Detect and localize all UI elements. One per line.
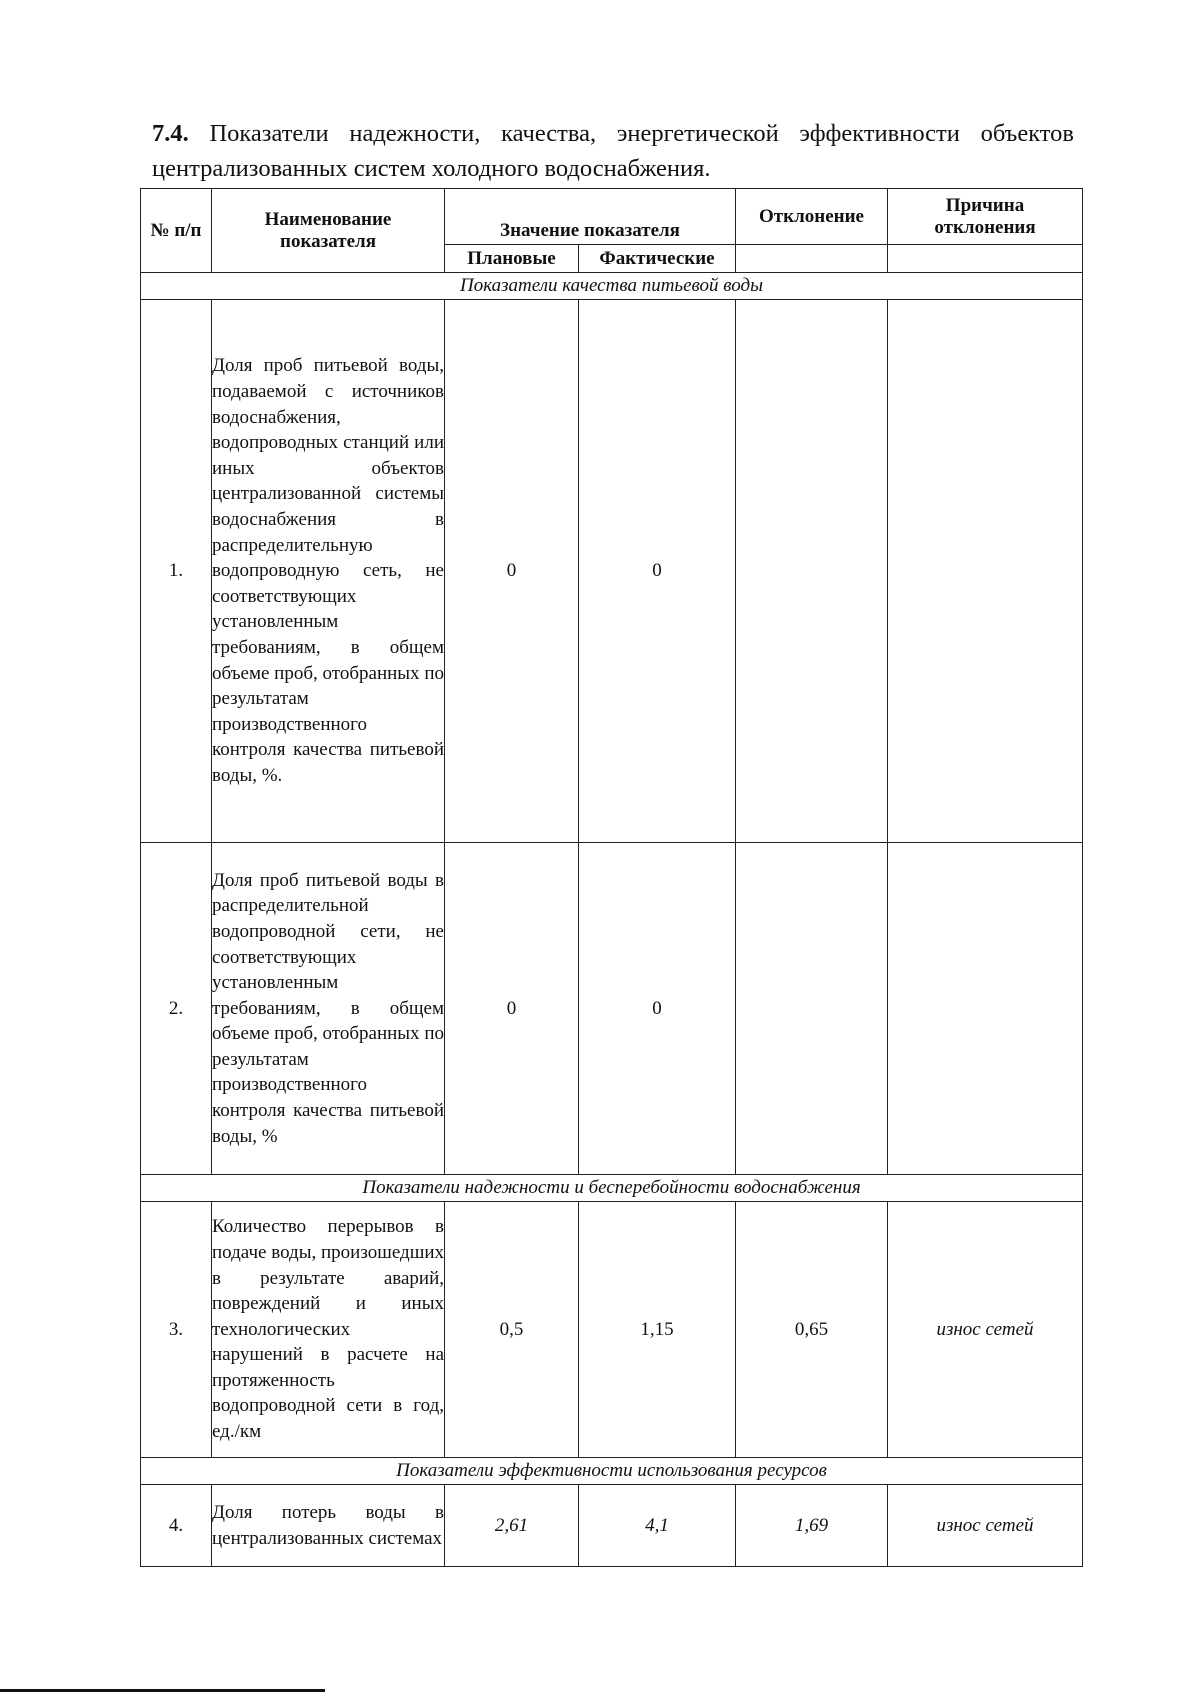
row-deviation-value [736, 843, 888, 1175]
row-deviation-value [736, 300, 888, 843]
row-deviation-reason [888, 300, 1083, 843]
section-row-efficiency: Показатели эффективности использования ресурсов [141, 1458, 1083, 1485]
empty-cell [736, 245, 888, 273]
row-deviation-value: 0,65 [736, 1202, 888, 1458]
row-num: 3. [141, 1202, 212, 1458]
row-planned-value: 0 [445, 300, 579, 843]
col-header-num: № п/п [141, 189, 212, 273]
col-header-value: Значение показателя [445, 189, 736, 245]
indicators-table [140, 188, 1083, 1567]
row-indicator-name: Доля потерь воды в централизованных системах [212, 1485, 445, 1567]
row-planned-value: 2,61 [445, 1485, 579, 1567]
section-row-reliability: Показатели надежности и бесперебойности водоснабжения [141, 1175, 1083, 1202]
section-number: 7.4. [152, 120, 189, 147]
section-row-quality: Показатели качества питьевой воды [141, 273, 1083, 300]
row-actual-value: 0 [579, 843, 736, 1175]
col-header-name: Наименование показателя [212, 189, 445, 273]
row-deviation-reason: износ сетей [888, 1202, 1083, 1458]
footer-rule [0, 1689, 325, 1692]
section-title: Показатели надежности, качества, энергетической эффективности объектов централизованных систем холодного водоснабжения. [152, 120, 1074, 182]
col-header-actual: Фактические [579, 245, 736, 273]
col-header-planned: Плановые [445, 245, 579, 273]
section-heading [152, 116, 1074, 186]
col-header-deviation: Отклонение [736, 189, 888, 245]
row-actual-value: 4,1 [579, 1485, 736, 1567]
row-num: 1. [141, 300, 212, 843]
row-indicator-name: Доля проб питьевой воды в распределительной водопроводной сети, не соответствующих установленным требованиям, в общем объеме проб, отобранных по результатам производственного контроля качества питьевой воды, % [212, 843, 445, 1175]
row-actual-value: 0 [579, 300, 736, 843]
row-num: 4. [141, 1485, 212, 1567]
row-indicator-name: Количество перерывов в подаче воды, произошедших в результате аварий, повреждений и иных технологических нарушений в расчете на протяженность водопроводной сети в год, ед./км [212, 1202, 445, 1458]
row-deviation-reason [888, 843, 1083, 1175]
row-indicator-name: Доля проб питьевой воды, подаваемой с источников водоснабжения, водопроводных станций или иных объектов централизованной системы водоснабжения в распределительную водопроводную сеть, не соответствующих установленным требованиям, в общем объеме проб, отобранных по результатам производственного контроля качества питьевой воды, %. [212, 300, 445, 843]
row-planned-value: 0,5 [445, 1202, 579, 1458]
row-actual-value: 1,15 [579, 1202, 736, 1458]
row-deviation-reason: износ сетей [888, 1485, 1083, 1567]
row-num: 2. [141, 843, 212, 1175]
col-header-reason: Причина отклонения [888, 189, 1083, 245]
row-deviation-value: 1,69 [736, 1485, 888, 1567]
row-planned-value: 0 [445, 843, 579, 1175]
empty-cell [888, 245, 1083, 273]
